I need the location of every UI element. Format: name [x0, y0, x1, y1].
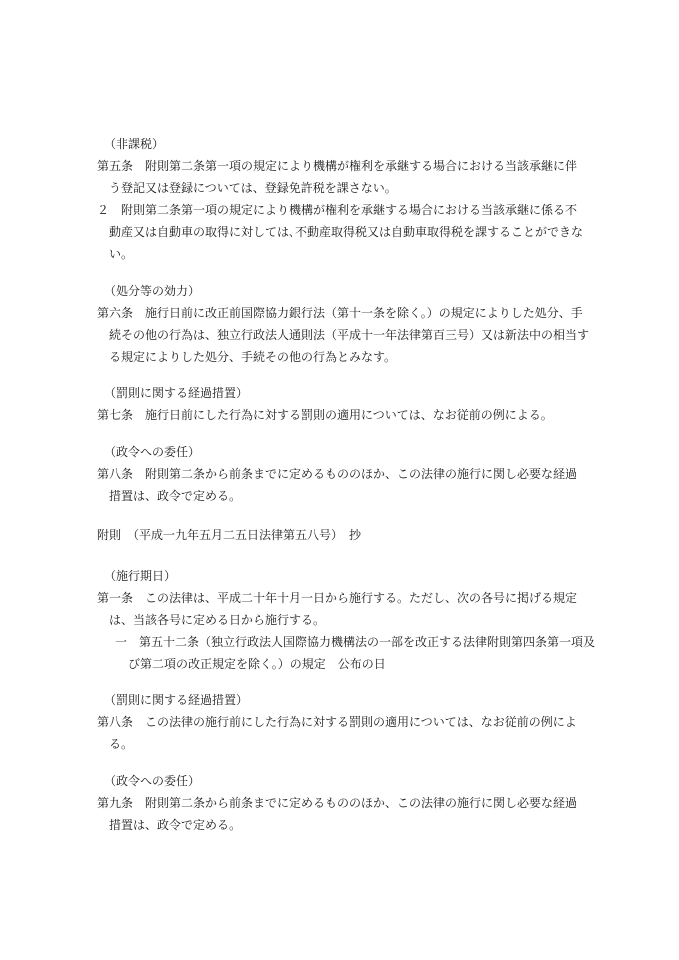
caption-non-taxation: （非課税） [104, 137, 165, 151]
article-7-line-1: 第七条 施行日前にした行為に対する罰則の適用については、なお従前の例による。 [97, 408, 553, 422]
article-9-line-2: 措置は、政令で定める。 [109, 818, 242, 832]
article-6-line-3: る規定によりした処分、手続その他の行為とみなす。 [109, 350, 397, 364]
article-8b-line-1: 第八条 この法律の施行前にした行為に対する罰則の適用については、なお従前の例によ [97, 715, 577, 729]
caption-cabinet-order-2: （政令への委任） [104, 774, 201, 788]
article-5-para-2-line-3: い。 [109, 247, 134, 261]
article-5-para-2-line-1: ２ 附則第二条第一項の規定により機構が権利を承継する場合における当該承継に係る不 [97, 203, 578, 217]
article-8-line-2: 措置は、政令で定める。 [109, 489, 242, 503]
article-1-item-1-line-1: 一 第五十二条（独立行政法人国際協力機構法の一部を改正する法律附則第四条第一項及 [115, 635, 596, 649]
supplementary-provisions-heading: 附則 （平成一九年五月二五日法律第五八号） 抄 [97, 528, 362, 542]
article-1-line-2: は、当該各号に定める日から施行する。 [109, 613, 326, 627]
caption-penal-transition-2: （罰則に関する経過措置） [104, 693, 249, 707]
article-1-line-1: 第一条 この法律は、平成二十年十月一日から施行する。ただし、次の各号に掲げる規定 [97, 591, 578, 605]
article-8-line-1: 第八条 附則第二条から前条までに定めるもののほか、この法律の施行に関し必要な経過 [97, 467, 578, 481]
article-1-item-1-line-2: び第二項の改正規定を除く。）の規定 公布の日 [128, 657, 386, 671]
caption-penal-transition: （罰則に関する経過措置） [104, 386, 249, 400]
caption-effective-date: （施行期日） [104, 569, 177, 583]
article-6-line-2: 続その他の行為は、独立行政法人通則法（平成十一年法律第百三号）又は新法中の相当す [109, 328, 590, 342]
article-9-line-1: 第九条 附則第二条から前条までに定めるもののほか、この法律の施行に関し必要な経過 [97, 796, 578, 810]
article-5-para-2-line-2: 動産又は自動車の取得に対しては､不動産取得税又は自動車取得税を課することができな [109, 225, 584, 239]
article-5-line-1: 第五条 附則第二条第一項の規定により機構が権利を承継する場合における当該承継に伴 [97, 159, 578, 173]
caption-effect-of-dispositions: （処分等の効力） [104, 284, 201, 298]
article-5-line-2: う登記又は登録については、登録免許税を課さない。 [109, 181, 397, 195]
article-6-line-1: 第六条 施行日前に改正前国際協力銀行法（第十一条を除く。）の規定によりした処分、手 [97, 306, 583, 320]
caption-cabinet-order: （政令への委任） [104, 445, 201, 459]
article-8b-line-2: る。 [109, 737, 134, 751]
